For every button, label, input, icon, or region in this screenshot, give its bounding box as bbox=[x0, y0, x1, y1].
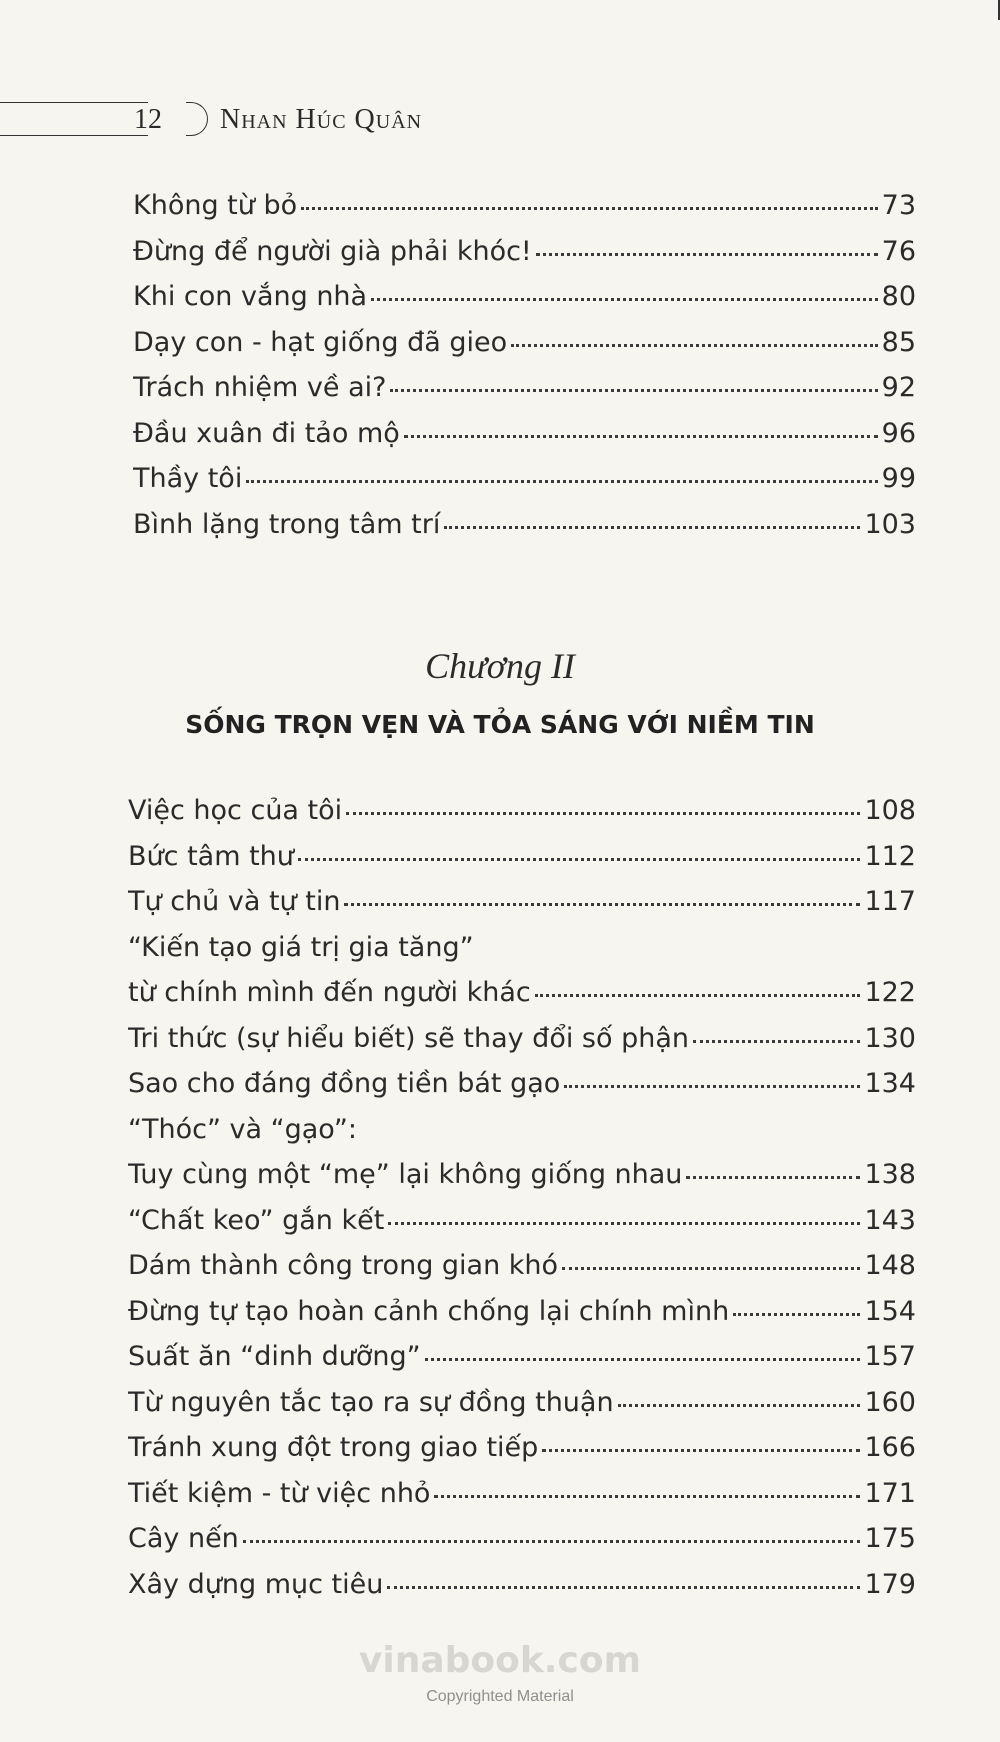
toc-dot-leader bbox=[511, 344, 878, 347]
toc-entry bbox=[128, 1023, 916, 1054]
toc-entry-title: Thầy tôi bbox=[133, 463, 243, 494]
toc-entry-title: Cây nến bbox=[128, 1523, 239, 1554]
toc-entry-title: Tự chủ và tự tin bbox=[128, 886, 341, 917]
toc-entry-page: 92 bbox=[881, 372, 916, 403]
toc-entry bbox=[128, 1523, 916, 1554]
toc-entry-title: Sao cho đáng đồng tiền bát gạo bbox=[128, 1068, 561, 1099]
toc-entry-page: 112 bbox=[864, 840, 916, 872]
toc-entry-page: 130 bbox=[864, 1022, 916, 1054]
toc-dot-leader bbox=[434, 1495, 860, 1498]
toc-entry bbox=[128, 1159, 916, 1190]
toc-entry-title: Tiết kiệm - từ việc nhỏ bbox=[128, 1477, 431, 1509]
toc-dot-leader bbox=[686, 1176, 860, 1179]
toc-entry bbox=[133, 190, 916, 221]
toc-entry-title: Tuy cùng một “mẹ” lại không giống nhau bbox=[128, 1159, 683, 1190]
toc-entry-title: “Thóc” và “gạo”: bbox=[128, 1113, 357, 1145]
toc-entry-page: 175 bbox=[864, 1523, 916, 1554]
toc-entry-title: Xây dựng mục tiêu bbox=[128, 1568, 384, 1600]
toc-entry-page: 166 bbox=[864, 1432, 916, 1463]
running-head: Nhan Húc Quân bbox=[220, 104, 423, 135]
toc-entry bbox=[133, 372, 916, 403]
toc-entry bbox=[128, 1432, 916, 1463]
toc-entry-page: 154 bbox=[864, 1295, 916, 1327]
toc-entry-title: Tránh xung đột trong giao tiếp bbox=[128, 1432, 539, 1463]
toc-dot-leader bbox=[390, 389, 877, 392]
toc-dot-leader bbox=[733, 1313, 860, 1316]
toc-entry-page: 134 bbox=[864, 1068, 916, 1099]
chapter-title: SỐNG TRỌN VẸN VÀ TỎA SÁNG VỚI NIỀM TIN bbox=[185, 710, 815, 739]
toc-dot-leader bbox=[564, 1085, 860, 1088]
toc-entry bbox=[128, 977, 916, 1008]
toc-entry-page: 138 bbox=[864, 1159, 916, 1190]
toc-entry bbox=[128, 886, 916, 917]
toc-entry-title: Không từ bỏ bbox=[133, 190, 298, 221]
toc-entry-title: Suất ăn “dinh dưỡng” bbox=[128, 1341, 421, 1372]
toc-dot-leader bbox=[371, 298, 878, 301]
header-rule-curve bbox=[186, 102, 208, 136]
toc-dot-leader bbox=[243, 1540, 861, 1543]
watermark-notice: Copyrighted Material bbox=[426, 1688, 574, 1705]
toc-entry bbox=[128, 1068, 916, 1099]
toc-entry bbox=[128, 841, 916, 872]
toc-dot-leader bbox=[535, 994, 861, 997]
toc-dot-leader bbox=[542, 1449, 860, 1452]
toc-dot-leader bbox=[404, 435, 878, 438]
watermark-brand: vinabook.com bbox=[358, 1640, 642, 1681]
toc-dot-leader bbox=[387, 1586, 860, 1589]
toc-entry-page: 76 bbox=[881, 235, 916, 267]
toc-entry-page: 117 bbox=[864, 886, 916, 917]
toc-entry bbox=[133, 281, 916, 312]
toc-entry-title: Từ nguyên tắc tạo ra sự đồng thuận bbox=[128, 1386, 614, 1418]
toc-dot-leader bbox=[444, 526, 860, 529]
toc-entry-page: 122 bbox=[864, 977, 916, 1008]
toc-entry-page: 103 bbox=[864, 508, 916, 540]
toc-entry-page: 148 bbox=[864, 1250, 916, 1281]
toc-entry-title: Việc học của tôi bbox=[128, 795, 343, 826]
toc-entry-title: từ chính mình đến người khác bbox=[128, 977, 531, 1008]
toc-entry-title: Khi con vắng nhà bbox=[133, 281, 368, 312]
toc-entry-title: Dám thành công trong gian khó bbox=[128, 1250, 559, 1281]
toc-entry-title: “Kiến tạo giá trị gia tăng” bbox=[128, 931, 474, 963]
toc-entry-title: Bức tâm thư bbox=[128, 840, 294, 872]
toc-entry-title: Đừng tự tạo hoàn cảnh chống lại chính mình bbox=[128, 1295, 730, 1327]
toc-entry bbox=[133, 418, 916, 449]
toc-entry-page: 108 bbox=[864, 795, 916, 826]
toc-entry-title: Dạy con - hạt giống đã gieo bbox=[133, 326, 508, 358]
toc-entry bbox=[133, 509, 916, 540]
toc-entry-title: Đừng để người già phải khóc! bbox=[133, 235, 532, 267]
toc-dot-leader bbox=[425, 1358, 861, 1361]
toc-dot-leader bbox=[301, 207, 878, 210]
toc-dot-leader bbox=[693, 1040, 860, 1043]
toc-dot-leader bbox=[298, 858, 861, 861]
toc-dot-leader bbox=[246, 480, 877, 483]
toc-dot-leader bbox=[388, 1222, 860, 1225]
toc-entry-title: “Chất keo” gắn kết bbox=[128, 1204, 385, 1236]
toc-entry-title: Bình lặng trong tâm trí bbox=[133, 508, 441, 540]
toc-entry-page: 157 bbox=[864, 1341, 916, 1372]
toc-entry bbox=[133, 236, 916, 267]
toc-dot-leader bbox=[536, 253, 878, 256]
toc-entry-page: 80 bbox=[881, 281, 916, 312]
toc-entry bbox=[128, 1250, 916, 1281]
page-number: 12 bbox=[134, 104, 162, 135]
toc-entry-page: 179 bbox=[864, 1568, 916, 1600]
toc-entry bbox=[133, 327, 916, 358]
toc-entry bbox=[128, 1478, 916, 1509]
toc-entry-title: Đầu xuân đi tảo mộ bbox=[133, 417, 400, 449]
toc-entry bbox=[128, 1387, 916, 1418]
chapter-label: Chương II bbox=[425, 646, 575, 686]
toc-dot-leader bbox=[346, 812, 860, 815]
toc-dot-leader bbox=[618, 1404, 861, 1407]
toc-entry bbox=[128, 1341, 916, 1372]
toc-entry bbox=[128, 1205, 916, 1236]
toc-entry-page: 143 bbox=[864, 1204, 916, 1236]
toc-dot-leader bbox=[344, 903, 860, 906]
toc-entry bbox=[128, 795, 916, 826]
toc-entry-page: 160 bbox=[864, 1386, 916, 1418]
toc-entry-page: 96 bbox=[881, 417, 916, 449]
toc-entry-page: 73 bbox=[881, 190, 916, 221]
toc-entry-page: 171 bbox=[864, 1477, 916, 1509]
toc-entry-title: Trách nhiệm về ai? bbox=[133, 372, 387, 403]
toc-entry bbox=[128, 1296, 916, 1327]
header-rule bbox=[0, 102, 148, 136]
toc-entry-page: 85 bbox=[881, 326, 916, 358]
toc-entry-page: 99 bbox=[881, 463, 916, 494]
toc-dot-leader bbox=[562, 1267, 860, 1270]
toc-entry-title: Tri thức (sự hiểu biết) sẽ thay đổi số phận bbox=[128, 1022, 690, 1054]
toc-entry bbox=[133, 463, 916, 494]
toc-entry bbox=[128, 1569, 916, 1600]
